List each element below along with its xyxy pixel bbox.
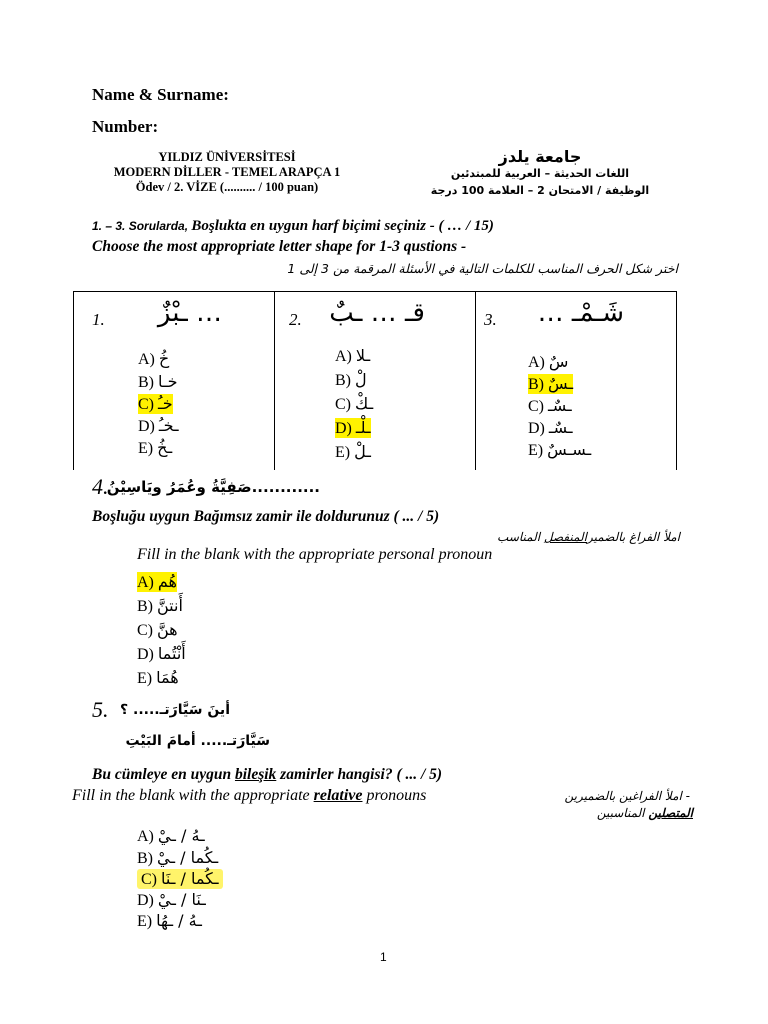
q5-instruction-tr: Bu cümleye en uygun bileşik zamirler hangisi? ( ... / 5) <box>92 766 443 783</box>
course-name-ar: اللغات الحديثة – العربية للمبتدئين <box>450 167 630 180</box>
university-block-ar <box>405 148 675 199</box>
q5-instruction-ar-2: المتصلين المناسبين <box>596 806 693 820</box>
page-number: 1 <box>380 950 387 964</box>
question-number: 3. <box>484 310 497 329</box>
section1-tr-text: Boşlukta en uygun harf biçimi seçiniz - ( … / 15) <box>191 218 494 234</box>
university-block-tr <box>92 150 362 195</box>
q5-number: 5. <box>92 697 109 722</box>
q5-line1: أينَ سَيَّارَتـ..... ؟ <box>120 702 230 718</box>
option-e[interactable]: E) ـلْ <box>335 442 371 461</box>
questions-table <box>73 291 677 470</box>
option-d[interactable]: D) ـلْـ <box>335 418 371 437</box>
q5-instruction-ar-1: - املأ الفراغين بالضميرين <box>564 789 690 803</box>
q4-instruction-tr: Boşluğu uygun Bağımsız zamir ile doldurunuz ( ... / 5) <box>92 508 440 525</box>
option-d[interactable]: D) ـخـُ <box>138 416 179 435</box>
question-cell-3 <box>476 292 677 470</box>
q4-instruction-ar: املأ الفراغ بالضميرالمنفصل المناسب <box>497 530 680 544</box>
option-c[interactable]: C) خـُ <box>138 394 173 413</box>
question-number: 1. <box>92 310 105 329</box>
question-cell-1 <box>74 292 275 470</box>
course-name: MODERN DİLLER - TEMEL ARAPÇA 1 <box>113 165 341 179</box>
option-a[interactable]: A) سٌ <box>528 352 569 371</box>
option-e[interactable]: E) ـسـسٌ <box>528 440 592 459</box>
q4-number: 4. <box>92 474 109 499</box>
q5-line2: سَيَّارَتـ..... أمامَ البَيْتِ <box>125 733 270 749</box>
section1-instruction-en: Choose the most appropriate letter shape for 1-3 qustions - <box>92 238 467 255</box>
university-name: YILDIZ ÜNİVERSİTESİ <box>158 150 296 164</box>
option-d[interactable]: D) ـسٌـ <box>528 418 573 437</box>
question-word: … ـبْزٌ <box>157 298 222 328</box>
option-b[interactable]: B) لْ <box>335 370 367 389</box>
section1-prefix: 1. – 3. Sorularda, <box>92 219 192 233</box>
number-label: Number: <box>92 117 159 136</box>
q4-sentence: ............صَفِيَّةُ وعُمَرُ ويَاسِيْنُ <box>106 478 320 496</box>
q5-option-b[interactable]: B) ـكُما / ـيْ <box>137 848 219 867</box>
question-number: 2. <box>289 310 302 329</box>
q5-instruction-en: Fill in the blank with the appropriate relative pronouns <box>72 787 427 804</box>
option-c[interactable]: C) ـسٌـ <box>528 396 572 415</box>
university-name-ar: جامعة يلدز <box>498 147 582 166</box>
q4-instruction-en: Fill in the blank with the appropriate personal pronoun <box>137 546 493 563</box>
q5-option-d[interactable]: D) ـنَا / ـيْ <box>137 890 206 909</box>
section1-instruction-tr <box>92 218 494 235</box>
q4-option-d[interactable]: D) أَنْتُما <box>137 644 186 663</box>
name-surname-label: Name & Surname: <box>92 85 229 104</box>
q4-option-e[interactable]: E) هُمَا <box>137 668 179 687</box>
question-word: شَـمْـ … <box>537 298 624 328</box>
q5-option-e[interactable]: E) ـهُ / ـهُا <box>137 911 202 930</box>
q4-option-b[interactable]: B) أَنتنَّ <box>137 596 183 615</box>
option-e[interactable]: E) ـخُ <box>138 438 173 457</box>
question-word: قـ … ـبٌ <box>329 298 425 328</box>
section1-instruction-ar: اختر شكل الحرف المناسب للكلمات التالية في الأسئلة المرقمة من 3 إلى 1 <box>287 261 678 276</box>
question-cell-2 <box>275 292 476 470</box>
exam-info: Ödev / 2. VİZE (.......... / 100 puan) <box>135 180 319 194</box>
option-a[interactable]: A) ـلا <box>335 346 371 365</box>
option-b[interactable]: B) ـسٌ <box>528 374 574 393</box>
option-a[interactable]: A) خُ <box>138 349 170 368</box>
q4-option-c[interactable]: C) هنَّ <box>137 620 178 639</box>
q5-option-c[interactable]: C) ـكُما / ـنَا <box>137 869 223 889</box>
q4-option-a[interactable]: A) هُم <box>137 572 177 591</box>
exam-info-ar: الوظيفة / الامتحان 2 – العلامة 100 درجة <box>430 184 650 197</box>
option-b[interactable]: B) خـا <box>138 372 178 391</box>
q5-option-a[interactable]: A) ـهُ / ـيْ <box>137 826 205 845</box>
option-c[interactable]: C) ـكْ <box>335 394 374 413</box>
